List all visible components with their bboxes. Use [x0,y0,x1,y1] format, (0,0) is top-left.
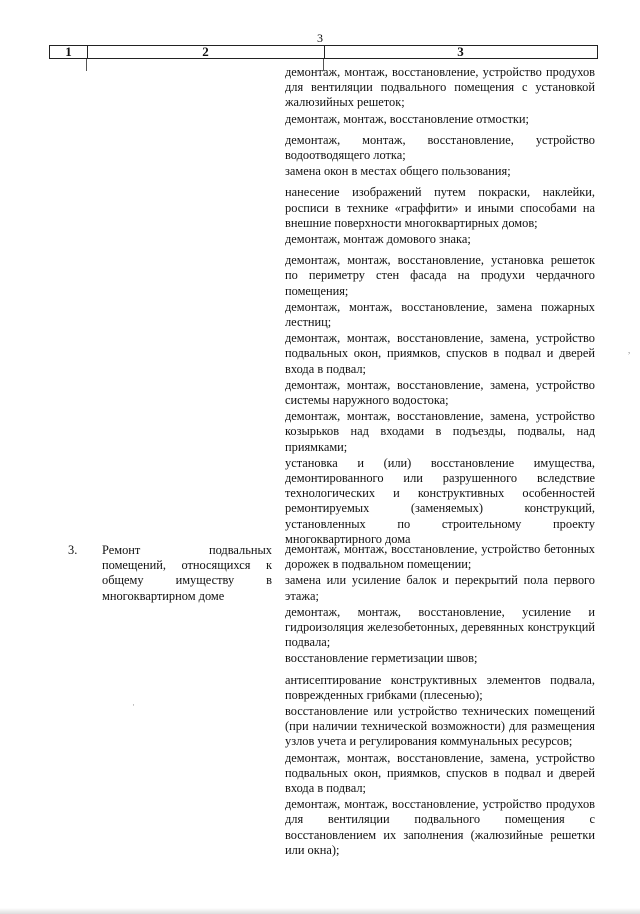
entry-item: восстановление герметизации швов; [285,651,478,666]
entry-item: восстановление или устройство технических помещений (при наличии технической возможности) для размещения узлов учета и регулирования коммунальных ресурсов; [285,704,595,749]
header-col-2: 2 [87,46,325,58]
column-divider-left [86,59,87,71]
header-col-1: 1 [50,46,88,58]
page-number: 3 [317,31,323,45]
row-number: 3. [68,543,78,557]
entry-item: демонтаж, монтаж, восстановление, замена, устройство системы наружного водостока; [285,377,595,408]
row3-entries [285,542,595,859]
entry-item: демонтаж, монтаж, восстановление, устройство бетонных дорожек в подвальном помещении; [285,542,595,572]
scan-edge [0,908,640,914]
scan-speck: · [132,700,135,710]
continuation-entries [285,65,595,548]
entry-item: демонтаж, монтаж, восстановление, устройство продухов для вентиляции подвального помещения с восстановлением их заполнения (жалюзийные решетки или окна); [285,797,595,857]
entry-item: демонтаж, монтаж, восстановление, замена, устройство козырьков над входами в подъезды, подвалы, над приямками; [285,409,595,454]
entry-item: демонтаж, монтаж, восстановление, устройство водоотводящего лотка; [285,132,595,163]
entry-item: нанесение изображений путем покраски, наклейки, росписи в технике «граффити» и иными способами на внешние поверхности многоквартирных домов; [285,185,595,230]
entry-item: демонтаж, монтаж, восстановление, усиление и гидроизоляция железобетонных, деревянных конструкций подвала; [285,604,595,650]
entry-item: демонтаж, монтаж, восстановление, замена пожарных лестниц; [285,299,595,330]
entry-item: замена окон в местах общего пользования; [285,164,511,179]
entry-item: демонтаж, монтаж, восстановление, замена, устройство подвальных окон, приямков, спусков в подвал и дверей входа в подвал; [285,331,595,376]
entry-item: антисептирование конструктивных элементов подвала, поврежденных грибками (плесенью); [285,672,595,702]
scan-speck: , [628,345,631,355]
row-title: Ремонт подвальных помещений, относящихся к общему имуществу в многоквартирном доме [102,543,272,603]
entry-item: демонтаж, монтаж, восстановление, установка решеток по периметру стен фасада на продухи чердачного помещения; [285,253,595,298]
entry-item: демонтаж, монтаж, восстановление отмостки; [285,111,529,126]
entry-item: демонтаж, монтаж, восстановление, устройство продухов для вентиляции подвального помещения с установкой жалюзийных решеток; [285,65,595,110]
entry-item: демонтаж, монтаж домового знака; [285,232,471,247]
header-col-3: 3 [457,44,464,59]
entry-item: демонтаж, монтаж, восстановление, замена, устройство подвальных окон, приямков, спусков в подвал и дверей входа в подвал; [285,750,595,796]
table-header-row [49,45,598,59]
entry-item: установка и (или) восстановление имущества, демонтированного или разрушенного вследствие технологических и конструктивных особенностей ремонтируемых (заменяемых) конструкций, установленных по строительному проекту многоквартирного дома [285,455,595,546]
entry-item: замена или усиление балок и перекрытий пола первого этажа; [285,573,595,603]
